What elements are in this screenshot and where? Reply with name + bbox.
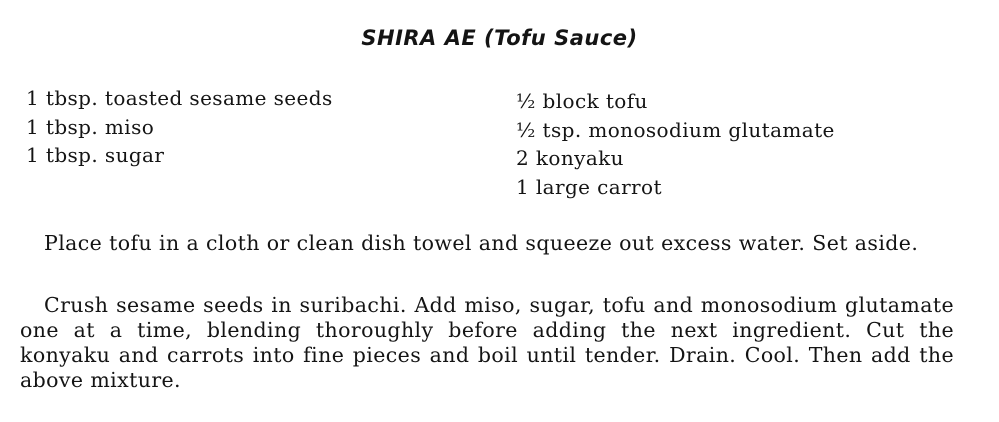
- ingredients-right-column: [516, 87, 835, 201]
- ingredient-item: 2 konyaku: [516, 146, 624, 170]
- ingredient-item: 1 tbsp. toasted sesame seeds: [26, 86, 333, 110]
- ingredient-item: 1 large carrot: [516, 174, 662, 199]
- ingredient-item: 1 tbsp. miso: [26, 114, 155, 139]
- ingredient-item: 1 tbsp. sugar: [26, 143, 165, 167]
- ingredient-item: ½ block tofu: [516, 89, 648, 113]
- instruction-paragraph-1: Place tofu in a cloth or clean dish towel and squeeze out excess water. Set aside.: [44, 230, 919, 255]
- ingredients-left-column: [26, 84, 333, 170]
- ingredient-item: ½ tsp. monosodium glutamate: [516, 117, 835, 142]
- recipe-title: SHIRA AE (Tofu Sauce): [361, 26, 638, 50]
- instruction-paragraph-2: Crush sesame seeds in suribachi. Add miso, sugar, tofu and monosodium glutamate one at a time, blending thoroughly before adding the next ingredient. Cut the konyaku and carrots into fine pieces and boil until tender. Drain. Cool. Then add the above mixture.: [20, 292, 954, 392]
